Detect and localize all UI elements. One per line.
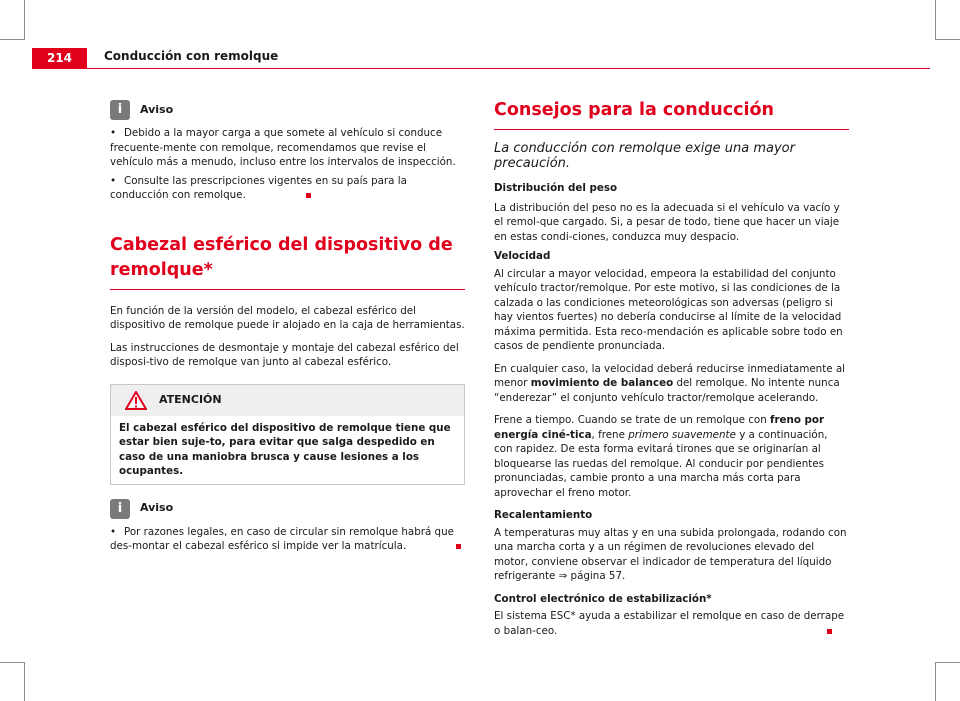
warning-box — [110, 384, 465, 485]
end-marker-icon — [456, 544, 461, 549]
crop-mark — [936, 662, 960, 663]
crop-mark — [24, 0, 25, 40]
header-rule — [87, 68, 930, 69]
paragraph: Las instrucciones de desmontaje y montaje del cabezal esférico del disposi-tivo de remolque van junto al cabezal esférico. — [110, 341, 459, 368]
warning-triangle-icon — [125, 391, 147, 410]
heading-rule — [494, 129, 849, 130]
section-title: Consejos para la conducción — [494, 100, 774, 120]
paragraph: En cualquier caso, la velocidad deberá reducirse inmediatamente al menor movimiento de balanceo del remolque. No intente nunca “enderezar” el conjunto vehículo tractor/remolque acelerando. — [494, 362, 846, 404]
running-header: Conducción con remolque — [104, 49, 279, 63]
warning-title: ATENCIÓN — [159, 392, 222, 406]
paragraph: La distribución del peso no es la adecuada si el vehículo va vacío y el remol-que cargado. Si, a pesar de todo, tiene que hacer un viaje en estas condi-ciones, conduzca muy despacio. — [494, 201, 840, 243]
info-icon: i — [110, 499, 130, 519]
bullet-icon: • — [110, 525, 117, 538]
paragraph: Al circular a mayor velocidad, empeora la estabilidad del conjunto vehículo tractor/remolque. Por este motivo, si las condiciones de la calzada o las condiciones meteorológicas son adversas (peligro si hay vientos fuertes) no debería conducirse al límite de la velocidad máxima permitida. Esta reco-mendación es aplicable sobre todo en casos de pendiente pronunciada. — [494, 267, 843, 352]
section-heading: Cabezal esférico del dispositivo de remolque* — [110, 233, 465, 290]
paragraph: A temperaturas muy altas y en una subida prolongada, rodando con una marcha corta y a un régimen de revoluciones elevado del motor, conviene observar el indicador de temperatura del líquido refrigerante ⇒ página 57. — [494, 526, 847, 582]
crop-mark — [936, 39, 960, 40]
end-marker-icon — [306, 193, 311, 198]
bullet-icon: • — [110, 174, 117, 187]
aviso-item: • Consulte las prescripciones vigentes en su país para la conducción con remolque. — [110, 174, 407, 201]
aviso-title: Aviso — [140, 102, 174, 116]
crop-mark — [0, 662, 24, 663]
aviso-heading — [110, 100, 465, 120]
crop-mark — [24, 662, 25, 701]
crop-mark — [935, 0, 936, 40]
heading-rule — [110, 289, 465, 290]
info-icon: i — [110, 100, 130, 120]
subsection-heading: Velocidad — [494, 250, 551, 262]
paragraph: El sistema ESC* ayuda a estabilizar el remolque en caso de derrape o balan-ceo. — [494, 610, 845, 637]
crop-mark — [935, 662, 936, 701]
warning-heading — [111, 385, 464, 416]
subsection-heading: Recalentamiento — [494, 509, 593, 521]
bullet-icon: • — [110, 127, 117, 139]
right-column — [494, 98, 849, 638]
paragraph: Frene a tiempo. Cuando se trate de un remolque con freno por energía ciné-tica, frene primero suavemente y a continuación, con rapidez. De esta forma evitará tirones que se originarían al bloquearse las ruedas del remolque. Al conducir por pendientes pronunciadas, cambie pronto a una marcha más corta para aprovechar el freno motor. — [494, 414, 828, 499]
aviso-title: Aviso — [140, 501, 174, 515]
aviso-heading — [110, 499, 465, 519]
section-subtitle: La conducción con remolque exige una mayor precaución. — [494, 141, 795, 171]
page-number: 214 — [32, 48, 87, 69]
left-column — [110, 100, 465, 554]
aviso-item: • Por razones legales, en caso de circular sin remolque habrá que des-montar el cabezal esférico si impide ver la matrícula. — [110, 525, 465, 554]
aviso-item: • Debido a la mayor carga a que somete al vehículo si conduce frecuente-mente con remolque, recomendamos que revise el vehículo más a menudo, incluso entre los intervalos de inspección. — [110, 127, 456, 168]
warning-text: El cabezal esférico del dispositivo de remolque tiene que estar bien suje-to, para evitar que salga despedido en caso de una maniobra brusca y cause lesiones a los ocupantes. — [119, 421, 451, 477]
crop-mark — [0, 39, 24, 40]
subsection-heading: Distribución del peso — [494, 182, 618, 194]
subsection-heading: Control electrónico de estabilización* — [494, 592, 712, 605]
paragraph: En función de la versión del modelo, el cabezal esférico del dispositivo de remolque puede ir alojado en la caja de herramientas. — [110, 304, 465, 331]
end-marker-icon — [827, 629, 832, 634]
